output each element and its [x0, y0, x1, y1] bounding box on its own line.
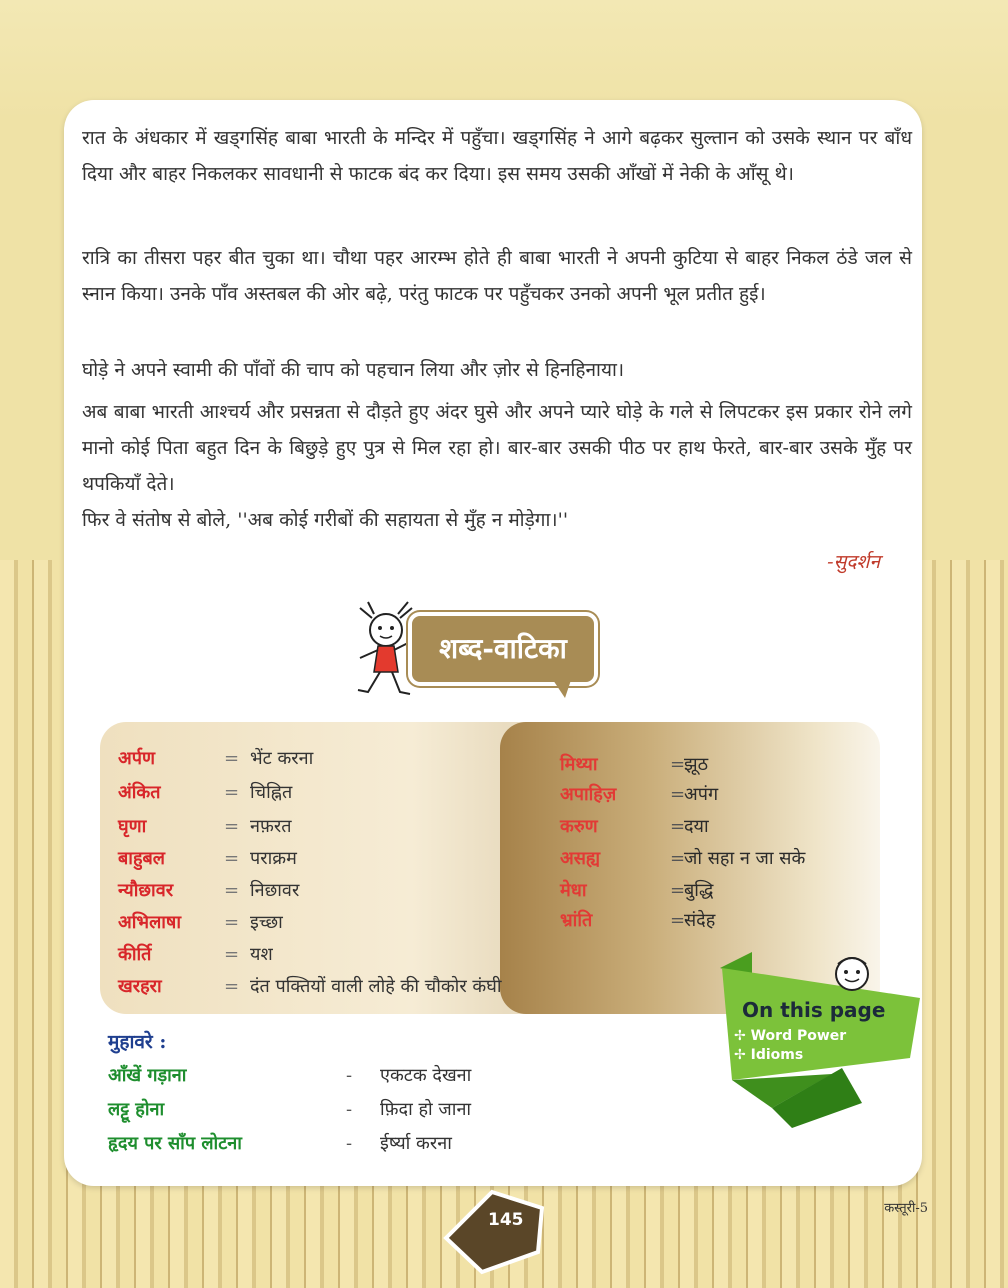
badge-tail: [553, 680, 571, 698]
vocab-equals: =: [224, 912, 240, 933]
vocab-meaning: इच्छा: [250, 912, 283, 933]
vocab-word: अपाहिज़: [560, 784, 617, 805]
vocab-meaning: दंत पक्तियों वाली लोहे की चौकोर कंघी: [250, 976, 502, 997]
vocab-word: अभिलाषा: [118, 912, 181, 933]
vocab-meaning: भेंट करना: [250, 748, 314, 769]
idioms-title: मुहावरे :: [108, 1031, 167, 1053]
vocab-equals: =: [224, 748, 240, 769]
vocab-word: मेधा: [560, 880, 587, 901]
page-number-badge: [442, 1188, 562, 1278]
vocab-equals: =: [224, 880, 240, 901]
vocab-meaning: नफ़रत: [250, 816, 292, 837]
vocab-word: असह्य: [560, 848, 601, 869]
story-paragraph-5: फिर वे संतोष से बोले, ''अब कोई गरीबों की सहायता से मुँह न मोड़ेगा।'': [82, 509, 569, 531]
vocab-meaning: चिह्नित: [250, 782, 293, 803]
story-paragraph-1: रात के अंधकार में खड्गसिंह बाबा भारती के मन्दिर में पहुँचा। खड्गसिंह ने आगे बढ़कर सुल्तान को उसके स्थान पर बाँध दिया और बाहर निकलकर सावधानी से फाटक बंद कर दिया। इस समय उसकी आँखों में नेकी के आँसू थे।: [82, 127, 912, 185]
book-name: कस्तूरी-5: [884, 1201, 928, 1216]
story-author: -सुदर्शन: [827, 551, 880, 573]
idiom-phrase: लट्टू होना: [108, 1099, 165, 1120]
vocab-equals: =: [224, 944, 240, 965]
vocab-meaning: जो सहा न जा सके: [684, 848, 806, 869]
story-paragraph-3: घोड़े ने अपने स्वामी की पाँवों की चाप को पहचान लिया और ज़ोर से हिनहिनाया।: [82, 359, 625, 381]
vocab-equals: =: [670, 880, 686, 901]
vocab-word: अंकित: [118, 782, 161, 803]
vocab-meaning: संदेह: [684, 910, 716, 931]
vocab-meaning: बुद्धि: [684, 880, 714, 901]
vocab-equals: =: [224, 848, 240, 869]
idiom-phrase: हृदय पर साँप लोटना: [108, 1133, 242, 1154]
vocab-equals: =: [224, 976, 240, 997]
vocab-equals: =: [670, 784, 686, 805]
vocab-equals: =: [224, 782, 240, 803]
page-number-shape-icon: [442, 1188, 562, 1278]
vocab-word: न्यौछावर: [118, 880, 174, 901]
on-this-page-item: ✢ Idioms: [734, 1047, 804, 1063]
vocab-meaning: अपंग: [684, 784, 719, 805]
vocab-word: घृणा: [118, 816, 147, 837]
vocab-equals: =: [670, 754, 686, 775]
vocab-word: भ्रांति: [560, 910, 593, 931]
on-this-page-item: ✢ Word Power: [734, 1028, 847, 1044]
vocab-equals: =: [670, 910, 686, 931]
page-number: 145: [488, 1210, 524, 1230]
idiom-phrase: आँखें गड़ाना: [108, 1065, 187, 1086]
vocab-meaning: पराक्रम: [250, 848, 297, 869]
vocab-equals: =: [224, 816, 240, 837]
idiom-dash: -: [346, 1133, 353, 1154]
vocab-word: बाहुबल: [118, 848, 165, 869]
story-paragraph-2: रात्रि का तीसरा पहर बीत चुका था। चौथा पहर आरम्भ होते ही बाबा भारती ने अपनी कुटिया से बाहर निकल ठंडे जल से स्नान किया। उनके पाँव अस्तबल की ओर बढ़े, परंतु फाटक पर पहुँचकर उनको अपनी भूल प्रतीत हुई।: [82, 247, 912, 305]
on-this-page-heading: On this page: [742, 998, 886, 1022]
vocab-meaning: दया: [684, 816, 709, 837]
idiom-dash: -: [346, 1065, 353, 1086]
vocab-word: कीर्ति: [118, 944, 152, 965]
vocab-equals: =: [670, 848, 686, 869]
idiom-meaning: फ़िदा हो जाना: [380, 1099, 472, 1120]
vocab-equals: =: [670, 816, 686, 837]
vocab-word: मिथ्या: [560, 754, 598, 775]
story-paragraph-4: अब बाबा भारती आश्चर्य और प्रसन्नता से दौड़ते हुए अंदर घुसे और अपने प्यारे घोड़े के गले से लिपटकर इस प्रकार रोने लगे मानो कोई पिता बहुत दिन के बिछुड़े हुए पुत्र से मिल रहा हो। बार-बार उसकी पीठ पर हाथ फेरते, बार-बार उसके मुँह पर थपकियाँ देते।: [82, 401, 912, 495]
word-power-badge: [338, 600, 598, 700]
vocab-word: अर्पण: [118, 748, 155, 769]
vocab-word: करुण: [560, 816, 598, 837]
idiom-dash: -: [346, 1099, 353, 1120]
vocab-word: खरहरा: [118, 976, 162, 997]
word-power-title: शब्द-वाटिका: [408, 612, 598, 686]
idiom-meaning: एकटक देखना: [380, 1065, 472, 1086]
vocab-meaning: झूठ: [684, 754, 709, 775]
vocab-meaning: निछावर: [250, 880, 300, 901]
idiom-meaning: ईर्ष्या करना: [380, 1133, 452, 1154]
vocab-meaning: यश: [250, 944, 273, 965]
on-this-page-ribbon: [712, 948, 932, 1148]
